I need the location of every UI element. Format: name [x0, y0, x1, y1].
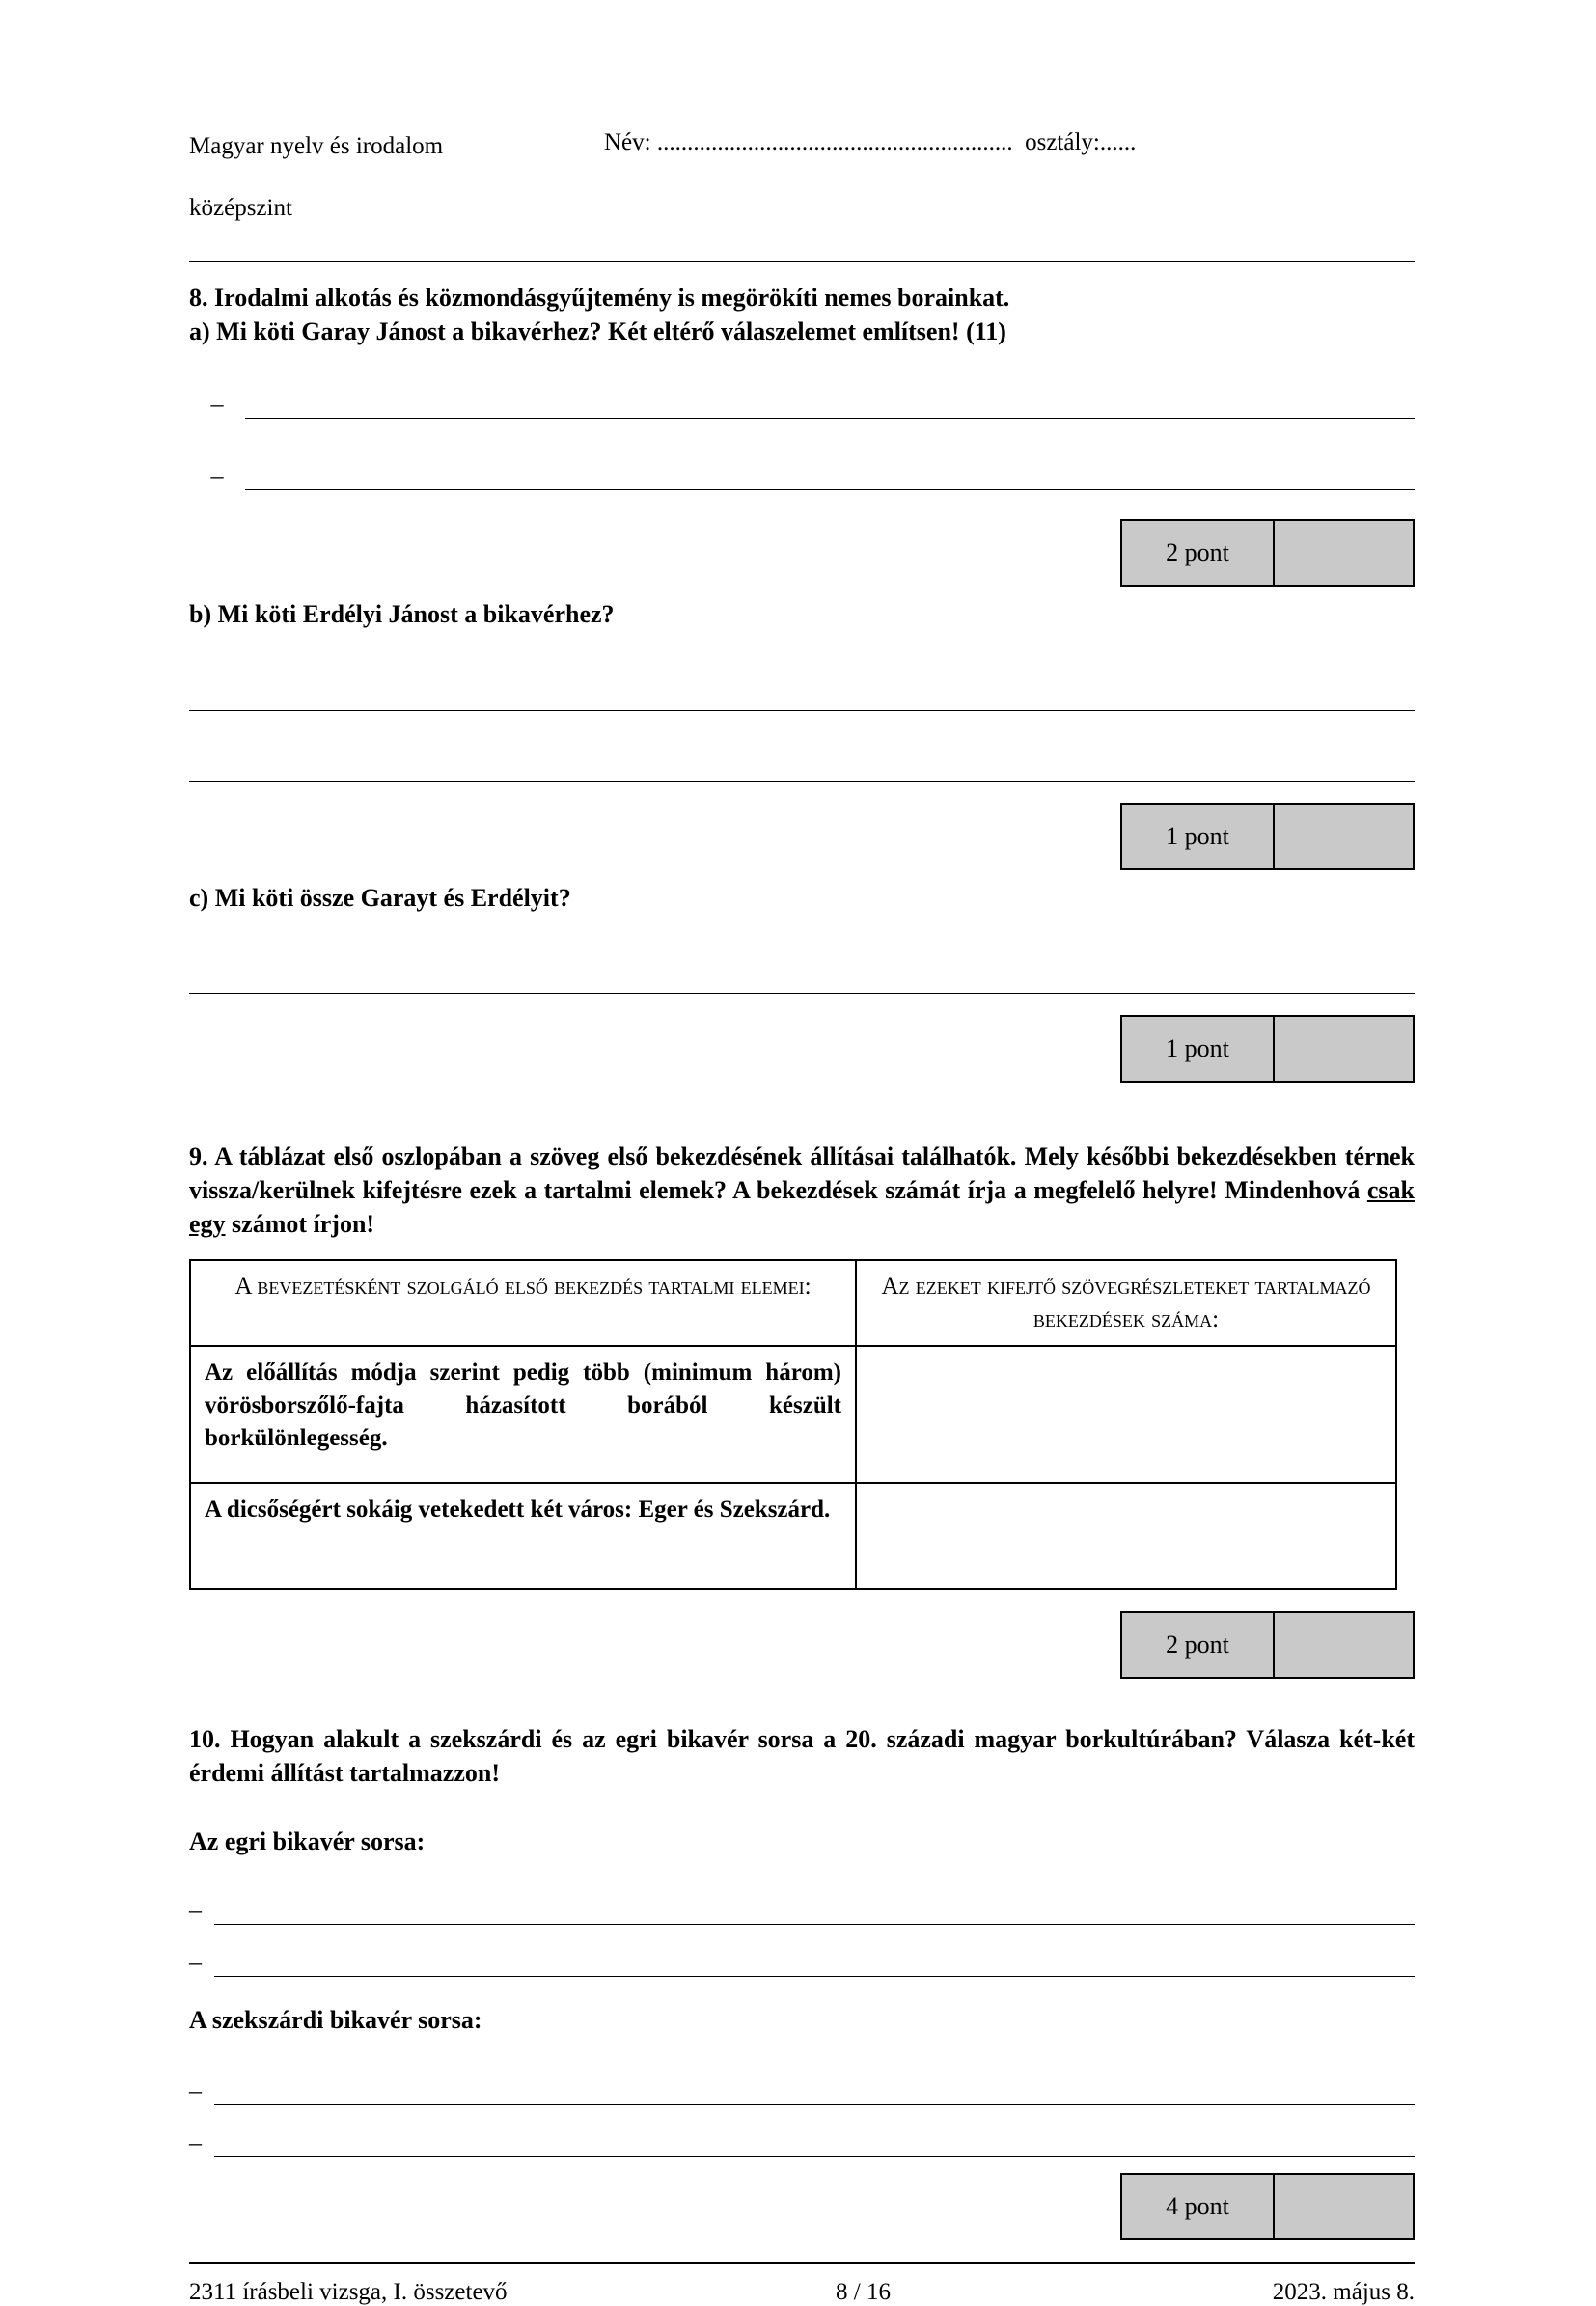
answer-line[interactable] — [245, 464, 1415, 490]
score-input-area[interactable] — [1275, 805, 1413, 868]
answer-line[interactable] — [214, 2079, 1415, 2105]
table-cell-answer-2[interactable] — [856, 1483, 1396, 1589]
table-cell-statement-1: Az előállítás módja szerint pedig több (minimum három) vörösborszőlő-fajta házasított borából készült borkülönlegesség. — [190, 1346, 856, 1483]
page-header — [189, 100, 1415, 259]
question-10-eger-line-2 — [189, 1947, 1415, 1977]
question-9-title-part1: 9. A táblázat első oszlopában a szöveg első bekezdésének állításai találhatók. Mely későbbi bekezdésekben térnek vissza/kerülnek kifejtésre ezek a tartalmi elemek? A bekezdések számát írja a megfelelő helyre! Mindenhová — [189, 1142, 1415, 1205]
bullet-dash: – — [189, 2128, 202, 2156]
table-cell-answer-1[interactable] — [856, 1346, 1396, 1483]
table-header-row — [190, 1260, 1396, 1347]
page-footer — [189, 2264, 1415, 2306]
bullet-dash: – — [189, 2075, 202, 2104]
score-box — [1120, 519, 1415, 587]
score-label: 1 pont — [1122, 805, 1275, 868]
question-8a-answer-row-2 — [189, 460, 1415, 490]
footer-page-number: 8 / 16 — [836, 2278, 891, 2305]
question-8a-prompt: a) Mi köti Garay Jánost a bikavérhez? Két eltérő válaszelemet említsen! (11) — [189, 316, 1006, 345]
header-divider — [189, 261, 1415, 262]
question-8b-answer-line-1[interactable] — [189, 677, 1415, 711]
question-10-subheading-szekszard: A szekszárdi bikavér sorsa: — [189, 2005, 482, 2034]
question-8b-score-wrap — [189, 803, 1415, 870]
score-label: 2 pont — [1122, 1613, 1275, 1677]
question-10-eger-line-1 — [189, 1895, 1415, 1925]
question-9-score-wrap — [189, 1611, 1415, 1679]
subject-block — [189, 100, 604, 255]
answer-line[interactable] — [214, 2131, 1415, 2157]
footer-exam-info: 2311 írásbeli vizsga, I. összetevő — [189, 2278, 508, 2305]
question-8b-answer-line-2[interactable] — [189, 748, 1415, 782]
table-header-statements: A bevezetésként szolgáló első bekezdés tartalmi elemei: — [190, 1260, 856, 1347]
answer-line[interactable] — [214, 1899, 1415, 1925]
score-box — [1120, 803, 1415, 870]
score-box — [1120, 1015, 1415, 1083]
table-cell-statement-2: A dicsőségért sokáig vetekedett két város: Eger és Szekszárd. — [190, 1483, 856, 1589]
question-9-title — [189, 1140, 1415, 1241]
score-input-area[interactable] — [1275, 521, 1413, 585]
bullet-dash: – — [189, 1895, 202, 1924]
bullet-dash: – — [210, 389, 224, 418]
subject-level: középszint — [189, 195, 292, 221]
question-10-szekszard-line-1 — [189, 2075, 1415, 2105]
answer-line[interactable] — [245, 393, 1415, 419]
question-8c-score-wrap — [189, 1015, 1415, 1083]
question-9-table — [189, 1259, 1397, 1591]
score-input-area[interactable] — [1275, 1017, 1413, 1081]
table-row — [190, 1346, 1396, 1483]
question-9-title-part2: számot írjon! — [225, 1209, 375, 1238]
name-class-field: Név: ........................................................... osztály:...... — [604, 129, 1137, 155]
score-input-area[interactable] — [1275, 2175, 1413, 2238]
question-10-subheading-eger: Az egri bikavér sorsa: — [189, 1826, 426, 1855]
page-content — [189, 100, 1415, 2306]
table-header-paragraph-count: Az ezeket kifejtő szövegrészleteket tartalmazó bekezdések száma: — [856, 1260, 1396, 1347]
score-label: 2 pont — [1122, 521, 1275, 585]
question-8a-answer-row-1 — [189, 389, 1415, 419]
table-row — [190, 1483, 1396, 1589]
question-8c-answer-line[interactable] — [189, 960, 1415, 994]
question-9-title-emphasis: csak egy — [189, 1176, 1415, 1238]
answer-line[interactable] — [214, 1951, 1415, 1977]
question-8c-prompt: c) Mi köti össze Garayt és Erdélyit? — [189, 884, 571, 913]
bullet-dash: – — [210, 460, 224, 489]
question-10-szekszard-line-2 — [189, 2130, 1415, 2157]
score-label: 4 pont — [1122, 2175, 1275, 2238]
bullet-dash: – — [189, 1947, 202, 1976]
score-input-area[interactable] — [1275, 1613, 1413, 1677]
question-8a-score-wrap — [189, 519, 1415, 587]
question-10-score-wrap — [189, 2173, 1415, 2240]
score-box — [1120, 1611, 1415, 1679]
question-10-title: 10. Hogyan alakult a szekszárdi és az egri bikavér sorsa a 20. századi magyar borkultúrában? Válasza két-két érdemi állítást tartalmazzon! — [189, 1725, 1415, 1788]
footer-date: 2023. május 8. — [1272, 2278, 1415, 2305]
subject-name: Magyar nyelv és irodalom — [189, 133, 444, 159]
score-box — [1120, 2173, 1415, 2240]
question-8b-prompt: b) Mi köti Erdélyi Jánost a bikavérhez? — [189, 599, 615, 628]
question-8-title: 8. Irodalmi alkotás és közmondásgyűjtemény is megörökíti nemes borainkat. — [189, 284, 1010, 312]
score-label: 1 pont — [1122, 1017, 1275, 1081]
